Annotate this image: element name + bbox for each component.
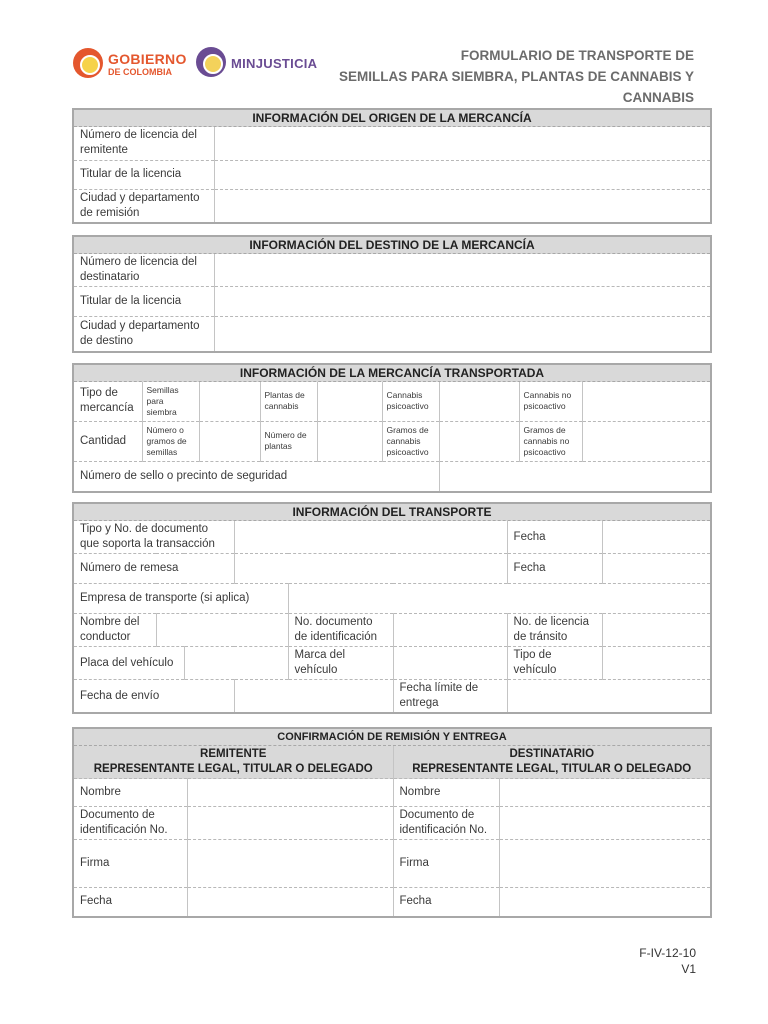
fecha-envio-field[interactable] <box>234 680 393 713</box>
cantidad-cannabis-psicoactivo-label: Gramos de cannabis psicoactivo <box>382 421 439 461</box>
fecha-remesa-field[interactable] <box>602 554 710 584</box>
tipo-cannabis-no-psicoactivo-label: Cannabis no psicoactivo <box>519 382 582 421</box>
tipo-semillas-field[interactable] <box>199 382 260 421</box>
remitente-title: REMITENTE <box>200 748 267 760</box>
tipo-cannabis-psicoactivo-field[interactable] <box>439 382 519 421</box>
fecha-limite-label: Fecha límite de entrega <box>393 680 507 713</box>
remitente-nombre-label: Nombre <box>74 779 187 807</box>
fecha-documento-field[interactable] <box>602 521 710 554</box>
document-title <box>314 45 694 108</box>
origen-header: INFORMACIÓN DEL ORIGEN DE LA MERCANCÍA <box>74 110 710 127</box>
destinatario-firma-label: Firma <box>393 840 499 888</box>
destinatario-nombre-field[interactable] <box>499 779 710 807</box>
confirmacion-section <box>72 727 712 918</box>
mercancia-header: INFORMACIÓN DE LA MERCANCÍA TRANSPORTADA <box>74 365 710 382</box>
cantidad-cannabis-no-psicoactivo-label: Gramos de cannabis no psicoactivo <box>519 421 582 461</box>
destinatario-documento-field[interactable] <box>499 807 710 840</box>
tipo-mercancia-label: Tipo de mercancía <box>74 382 142 421</box>
tipo-plantas-field[interactable] <box>317 382 382 421</box>
form-code-number: F-IV-12-10 <box>639 946 696 960</box>
cantidad-plantas-label: Número de plantas <box>260 421 317 461</box>
origen-label-ciudad: Ciudad y departamento de remisión <box>74 189 214 222</box>
empresa-transporte-field[interactable] <box>288 584 710 614</box>
sello-label: Número de sello o precinto de seguridad <box>74 461 439 491</box>
gobierno-de-colombia-logo <box>73 48 185 80</box>
title-line-3: CANNABIS <box>622 90 694 105</box>
logo-minjusticia-text: MINJUSTICIA <box>231 56 318 71</box>
documento-transaccion-label: Tipo y No. de documento que soporta la transacción <box>74 521 234 554</box>
destino-licencia-field[interactable] <box>214 254 710 287</box>
destino-label-licencia: Número de licencia del destinatario <box>74 254 214 287</box>
origen-titular-field[interactable] <box>214 160 710 189</box>
origen-label-licencia: Número de licencia del remitente <box>74 127 214 160</box>
remitente-documento-field[interactable] <box>187 807 393 840</box>
title-line-1: FORMULARIO DE TRANSPORTE DE <box>460 48 694 63</box>
remitente-fecha-label: Fecha <box>74 888 187 916</box>
cantidad-label: Cantidad <box>74 421 142 461</box>
placa-label: Placa del vehículo <box>74 647 184 680</box>
destinatario-subtitle: REPRESENTANTE LEGAL, TITULAR O DELEGADO <box>412 763 692 775</box>
title-line-2: SEMILLAS PARA SIEMBRA, PLANTAS DE CANNABIS Y <box>338 69 694 84</box>
origen-section <box>72 108 712 224</box>
cantidad-plantas-field[interactable] <box>317 421 382 461</box>
documento-identificacion-field[interactable] <box>393 614 507 647</box>
licencia-transito-label: No. de licencia de tránsito <box>507 614 602 647</box>
remitente-firma-label: Firma <box>74 840 187 888</box>
remitente-firma-field[interactable] <box>187 840 393 888</box>
fecha-documento-label: Fecha <box>507 521 602 554</box>
remesa-label: Número de remesa <box>74 554 234 584</box>
logo-gobierno-line2: DE COLOMBIA <box>108 67 172 77</box>
destino-titular-field[interactable] <box>214 287 710 317</box>
marca-field[interactable] <box>393 647 507 680</box>
fecha-envio-label: Fecha de envío <box>74 680 234 713</box>
tipo-vehiculo-label: Tipo de vehículo <box>507 647 602 680</box>
remitente-fecha-field[interactable] <box>187 888 393 916</box>
empresa-transporte-label: Empresa de transporte (si aplica) <box>74 584 288 614</box>
mercancia-section <box>72 363 712 493</box>
destinatario-nombre-label: Nombre <box>393 779 499 807</box>
conductor-field[interactable] <box>156 614 288 647</box>
tipo-plantas-label: Plantas de cannabis <box>260 382 317 421</box>
destino-ciudad-field[interactable] <box>214 317 710 351</box>
destino-label-ciudad: Ciudad y departamento de destino <box>74 317 214 351</box>
remesa-field[interactable] <box>234 554 507 584</box>
tipo-semillas-label: Semillas para siembra <box>142 382 199 421</box>
tipo-vehiculo-field[interactable] <box>602 647 710 680</box>
destinatario-firma-field[interactable] <box>499 840 710 888</box>
remitente-subtitle: REPRESENTANTE LEGAL, TITULAR O DELEGADO <box>93 763 373 775</box>
minjusticia-seal-icon <box>196 47 226 77</box>
transporte-header: INFORMACIÓN DEL TRANSPORTE <box>74 504 710 521</box>
logo-gobierno-line1: GOBIERNO <box>108 51 187 67</box>
destino-label-titular: Titular de la licencia <box>74 287 214 317</box>
cantidad-semillas-label: Número o gramos de semillas <box>142 421 199 461</box>
tipo-cannabis-psicoactivo-label: Cannabis psicoactivo <box>382 382 439 421</box>
minjusticia-logo <box>196 47 322 81</box>
destinatario-fecha-label: Fecha <box>393 888 499 916</box>
fecha-remesa-label: Fecha <box>507 554 602 584</box>
destinatario-documento-label: Documento de identificación No. <box>393 807 499 840</box>
licencia-transito-field[interactable] <box>602 614 710 647</box>
form-version: V1 <box>681 962 696 976</box>
placa-field[interactable] <box>184 647 288 680</box>
cantidad-cannabis-no-psicoactivo-field[interactable] <box>582 421 710 461</box>
destino-section <box>72 235 712 353</box>
origen-licencia-field[interactable] <box>214 127 710 160</box>
fecha-limite-field[interactable] <box>507 680 710 713</box>
form-code <box>639 945 696 977</box>
destinatario-header <box>393 746 710 779</box>
remitente-header <box>74 746 393 779</box>
conductor-label: Nombre del conductor <box>74 614 156 647</box>
documento-transaccion-field[interactable] <box>234 521 507 554</box>
sello-field[interactable] <box>439 461 710 491</box>
transporte-section <box>72 502 712 714</box>
origen-label-titular: Titular de la licencia <box>74 160 214 189</box>
remitente-documento-label: Documento de identificación No. <box>74 807 187 840</box>
tipo-cannabis-no-psicoactivo-field[interactable] <box>582 382 710 421</box>
origen-ciudad-field[interactable] <box>214 189 710 222</box>
marca-label: Marca del vehículo <box>288 647 393 680</box>
destino-header: INFORMACIÓN DEL DESTINO DE LA MERCANCÍA <box>74 237 710 254</box>
cantidad-semillas-field[interactable] <box>199 421 260 461</box>
colombia-seal-icon <box>73 48 103 78</box>
confirmacion-header: CONFIRMACIÓN DE REMISIÓN Y ENTREGA <box>74 729 710 746</box>
documento-identificacion-label: No. documento de identificación <box>288 614 393 647</box>
cantidad-cannabis-psicoactivo-field[interactable] <box>439 421 519 461</box>
destinatario-title: DESTINATARIO <box>509 748 595 760</box>
destinatario-fecha-field[interactable] <box>499 888 710 916</box>
remitente-nombre-field[interactable] <box>187 779 393 807</box>
